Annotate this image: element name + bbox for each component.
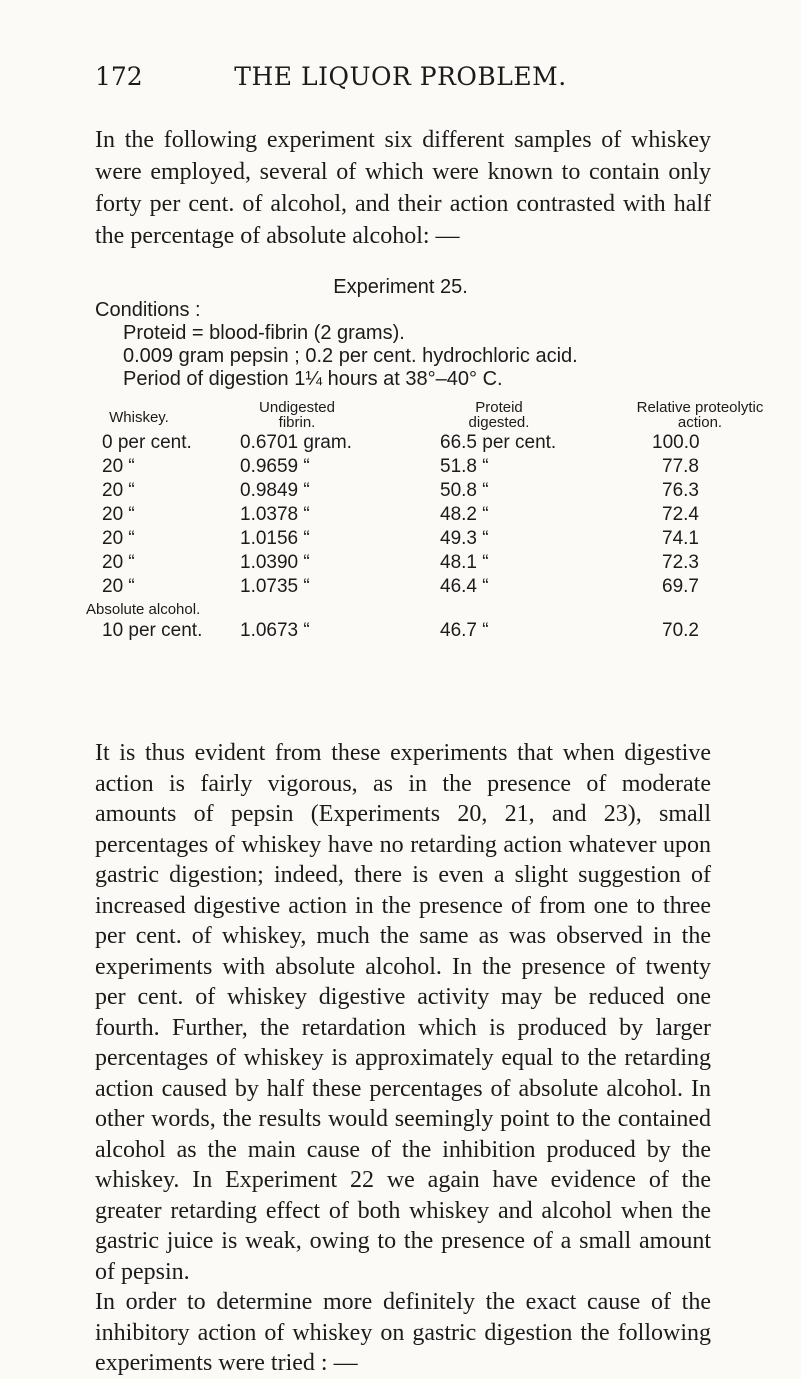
cell-action: 74.1 — [662, 528, 699, 549]
cell-fibrin: 0.9849 “ — [240, 480, 310, 501]
cell-digested: 66.5 per cent. — [440, 432, 557, 453]
cell-digested: 46.7 “ — [440, 620, 489, 641]
experiment-title: Experiment 25. — [333, 276, 468, 298]
cell-action: 72.4 — [662, 504, 699, 525]
cell-whiskey: 20 “ — [102, 504, 135, 525]
column-header-fibrin — [212, 400, 382, 430]
cell-digested: 48.1 “ — [440, 552, 489, 573]
cell-digested: 48.2 “ — [440, 504, 489, 525]
cell-fibrin: 1.0735 “ — [240, 576, 310, 597]
column-header-action — [610, 400, 790, 430]
cell-whiskey: 20 “ — [102, 480, 135, 501]
table-subhead: Absolute alcohol. — [86, 601, 201, 618]
column-header-digested — [414, 400, 584, 430]
cell-whiskey: 20 “ — [102, 528, 135, 549]
header-line: action. — [677, 414, 723, 431]
header-line: fibrin. — [278, 414, 316, 431]
cell-whiskey: 0 per cent. — [102, 432, 192, 453]
cell-fibrin: 1.0390 “ — [240, 552, 310, 573]
cell-digested: 51.8 “ — [440, 456, 489, 477]
running-head: THE LIQUOR PROBLEM. — [234, 62, 567, 91]
cell-action: 77.8 — [662, 456, 699, 477]
cell-digested: 50.8 “ — [440, 480, 489, 501]
page-header — [0, 62, 801, 92]
body-paragraph: In order to determine more definitely the exact cause of the inhibitory action of whiskey on gastric digestion the following experiments were tried : — — [95, 1289, 711, 1376]
cell-action: 76.3 — [662, 480, 699, 501]
condition-line: 0.009 gram pepsin ; 0.2 per cent. hydrochloric acid. — [123, 345, 578, 367]
cell-action: 70.2 — [662, 620, 699, 641]
cell-fibrin: 1.0673 “ — [240, 620, 310, 641]
cell-digested: 46.4 “ — [440, 576, 489, 597]
cell-whiskey: 20 “ — [102, 576, 135, 597]
cell-digested: 49.3 “ — [440, 528, 489, 549]
cell-fibrin: 0.6701 gram. — [240, 432, 352, 453]
body-text — [95, 738, 711, 1379]
column-header-whiskey — [104, 410, 174, 425]
body-paragraph: It is thus evident from these experiments that when digestive action is fairly vigorous, as in the presence of moderate amounts of pepsin (Experiments 20, 21, and 23), small percentages of whiskey have no retarding action whatever upon gastric digestion; indeed, there is even a slight suggestion of increased digestive action in the presence of from one to three per cent. of whiskey, much the same as was observed in the experiments with absolute alcohol. In the presence of twenty per cent. of whiskey digestive activity may be reduced one fourth. Further, the retardation which is produced by larger percentages of whiskey is approximately equal to the retarding action caused by half these percentages of absolute alcohol. In other words, the results would seemingly point to the contained alcohol as the main cause of the inhibition produced by the whiskey. In Experiment 22 we again have evidence of the greater retarding effect of both whiskey and alcohol when the gastric juice is weak, owing to the presence of a small amount of pepsin. — [95, 740, 711, 1285]
cell-whiskey: 10 per cent. — [102, 620, 203, 641]
header-line: Whiskey. — [109, 409, 169, 426]
cell-whiskey: 20 “ — [102, 456, 135, 477]
cell-action: 100.0 — [652, 432, 700, 453]
header-line: Proteid — [475, 399, 523, 416]
conditions-label: Conditions : — [95, 299, 201, 321]
cell-action: 72.3 — [662, 552, 699, 573]
cell-fibrin: 1.0156 “ — [240, 528, 310, 549]
intro-paragraph: In the following experiment six different samples of whiskey were employed, several of which were known to contain only forty per cent. of alcohol, and their action contrasted with half the percentage of absolute alcohol: — — [95, 127, 711, 249]
header-line: digested. — [468, 414, 530, 431]
page-number: 172 — [95, 62, 143, 91]
cell-fibrin: 0.9659 “ — [240, 456, 310, 477]
cell-action: 69.7 — [662, 576, 699, 597]
cell-whiskey: 20 “ — [102, 552, 135, 573]
condition-line: Proteid = blood-fibrin (2 grams). — [123, 322, 405, 344]
cell-fibrin: 1.0378 “ — [240, 504, 310, 525]
condition-line: Period of digestion 1¼ hours at 38°–40° C. — [123, 368, 503, 390]
header-line: Relative proteolytic — [636, 399, 764, 416]
header-line: Undigested — [259, 399, 335, 416]
